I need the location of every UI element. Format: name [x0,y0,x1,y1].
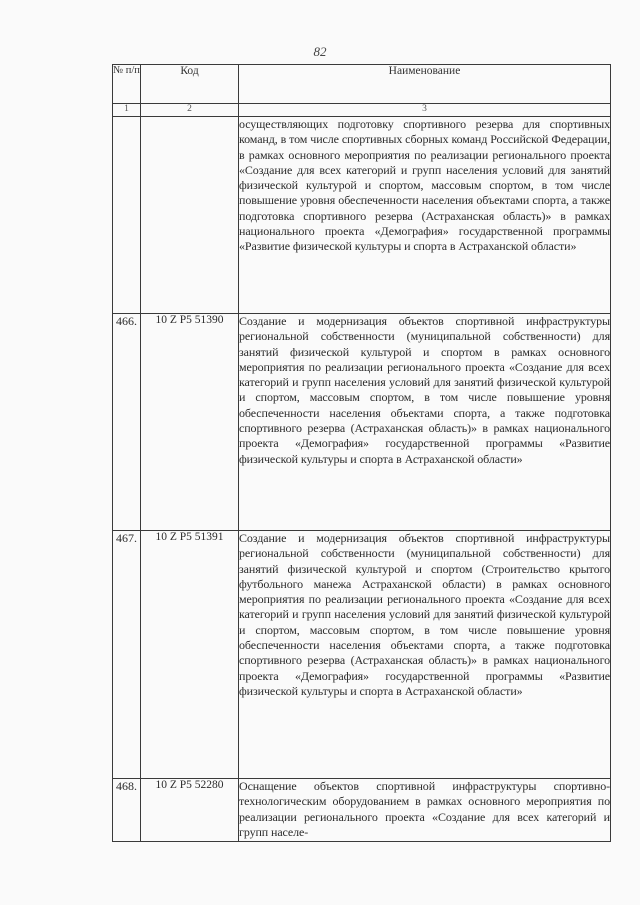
column-index: 3 [239,104,611,117]
row-name: Оснащение объектов спортивной инфраструктуры спортивно-технологическим оборудованием в рамках основного мероприятия по реализации регионального проекта «Создание для всех категорий и групп населе- [239,779,611,842]
row-code: 10 Z P5 52280 [141,779,239,842]
header-number: № п/п [113,65,141,104]
header-code: Код [141,65,239,104]
table-header-row [113,65,611,104]
row-code: 10 Z P5 51391 [141,531,239,779]
row-number: 467. [113,531,141,779]
table-row [113,314,611,531]
row-number [113,117,141,314]
row-name: осуществляющих подготовку спортивного резерва для спортивных команд, в том числе спортивных сборных команд Российской Федерации, в рамках основного мероприятия по реализации регионального проекта «Создание для всех категорий и групп населения условий для занятий физической культурой и спортом, массовым спортом, в том числе повышение уровня обеспеченности населения объектами спорта, а также подготовка спортивного резерва (Астраханская область)» в рамках национального проекта «Демография» государственной программы «Развитие физической культуры и спорта в Астраханской области» [239,117,611,314]
table-row [113,531,611,779]
row-number: 468. [113,779,141,842]
budget-classification-table [112,64,611,842]
table-row [113,117,611,314]
row-code: 10 Z P5 51390 [141,314,239,531]
column-index-row [113,104,611,117]
row-number: 466. [113,314,141,531]
row-name: Создание и модернизация объектов спортивной инфраструктуры региональной собственности (муниципальной собственности) для занятий физической культурой и спортом в рамках основного мероприятия по реализации регионального проекта «Создание для всех категорий и групп населения условий для занятий физической культурой и спортом, массовым спортом, в том числе повышение уровня обеспеченности населения объектами спорта, а также подготовка спортивного резерва (Астраханская область)» в рамках национального проекта «Демография» государственной программы «Развитие физической культуры и спорта в Астраханской области» [239,314,611,531]
row-code [141,117,239,314]
page-number: 82 [313,44,327,59]
column-index: 1 [113,104,141,117]
table-row [113,779,611,842]
column-index: 2 [141,104,239,117]
row-name: Создание и модернизация объектов спортивной инфраструктуры региональной собственности (муниципальной собственности) для занятий физической культурой и спортом (Строительство крытого футбольного манежа Астраханской области) в рамках основного мероприятия по реализации регионального проекта «Создание для всех категорий и групп населения условий для занятий физической культурой и спортом, массовым спортом, в том числе повышение уровня обеспеченности населения объектами спорта, а также подготовка спортивного резерва (Астраханская область)» в рамках национального проекта «Демография» государственной программы «Развитие физической культуры и спорта в Астраханской области» [239,531,611,779]
header-name: Наименование [239,65,611,104]
